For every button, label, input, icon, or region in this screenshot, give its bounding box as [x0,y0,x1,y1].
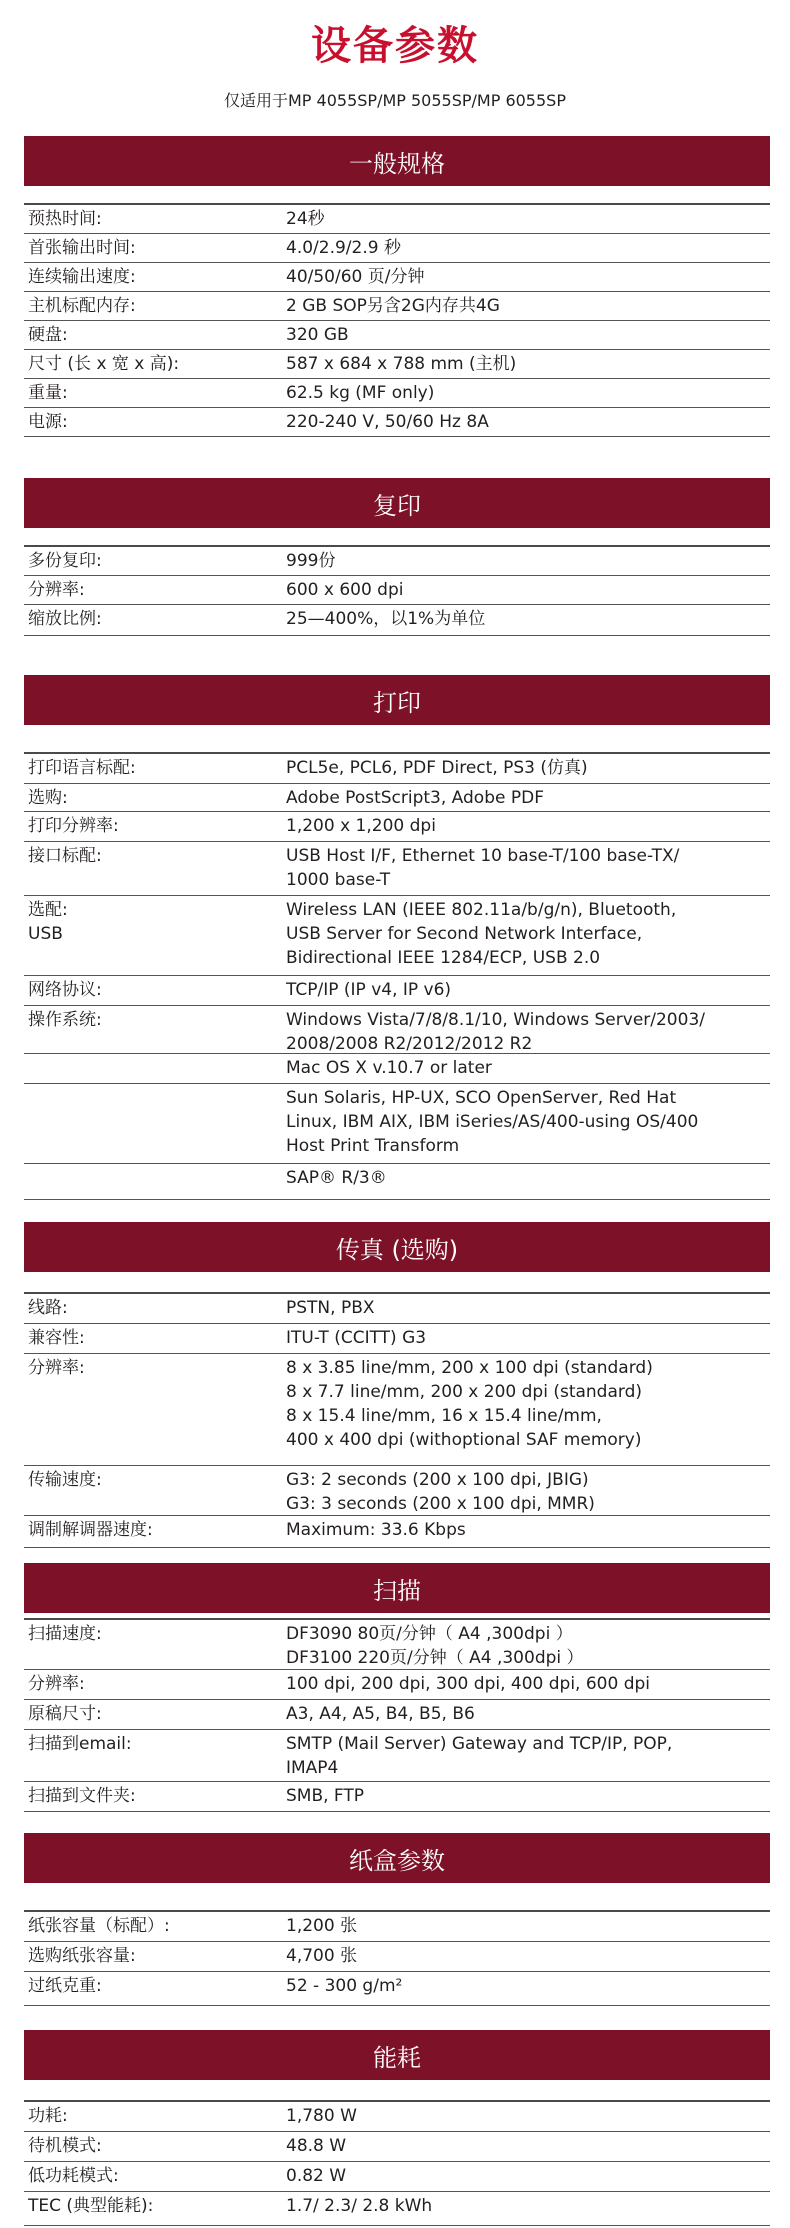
spec-row [24,1516,770,1548]
spec-value: 25—400%，以1%为单位 [286,609,486,629]
spec-value: 587 x 684 x 788 mm (主机) [286,354,517,374]
spec-value: Windows Vista/7/8/8.1/10, Windows Server/2003/ 2008/2008 R2/2012/2012 R2 [286,1010,705,1054]
spec-label: 分辨率: [28,1358,85,1378]
spec-label: 选购纸张容量: [28,1946,136,1966]
spec-row [24,2162,770,2192]
spec-row [24,1466,770,1516]
spec-label: 选配: USB [28,900,68,944]
spec-value: 40/50/60 页/分钟 [286,267,425,287]
spec-row [24,379,770,408]
spec-label: 连续输出速度: [28,267,136,287]
spec-label: 低功耗模式: [28,2166,119,2186]
spec-label: 扫描到文件夹: [28,1786,136,1806]
spec-value: 48.8 W [286,2136,347,2156]
spec-value: A3, A4, A5, B4, B5, B6 [286,1704,475,1724]
spec-row [24,350,770,379]
section-header: 传真 (选购) [24,1222,770,1272]
spec-label: 调制解调器速度: [28,1520,153,1540]
spec-row [24,976,770,1006]
spec-value: 220-240 V, 50/60 Hz 8A [286,412,489,432]
spec-label: 缩放比例: [28,609,102,629]
spec-row [24,321,770,350]
spec-row [24,1294,770,1324]
spec-label: 操作系统: [28,1010,102,1030]
spec-value: 999份 [286,551,336,571]
spec-label: 网络协议: [28,980,102,1000]
spec-row [24,292,770,321]
spec-row [24,842,770,896]
spec-row [24,1164,770,1200]
spec-row [24,2132,770,2162]
spec-row [24,576,770,605]
spec-row [24,1006,770,1054]
spec-value: 2 GB SOP另含2G内存共4G [286,296,500,316]
spec-row [24,1670,770,1700]
spec-label: 选购: [28,788,68,808]
spec-value: SAP® R/3® [286,1168,387,1188]
spec-value: 24秒 [286,209,325,229]
spec-row [24,547,770,576]
spec-value: TCP/IP (IP v4, IP v6) [286,980,452,1000]
spec-value: Wireless LAN (IEEE 802.11a/b/g/n), Bluetooth, USB Server for Second Network Interface, Bidirectional IEEE 1284/ECP, USB 2.0 [286,900,677,968]
spec-value: 100 dpi, 200 dpi, 300 dpi, 400 dpi, 600 dpi [286,1674,651,1694]
spec-row [24,1782,770,1812]
page-subtitle: 仅适用于MP 4055SP/MP 5055SP/MP 6055SP [224,91,566,110]
page-title: 设备参数 [311,23,479,69]
spec-value: Sun Solaris, HP-UX, SCO OpenServer, Red Hat Linux, IBM AIX, IBM iSeries/AS/400-using OS/400 Host Print Transform [286,1088,699,1156]
spec-label: 原稿尺寸: [28,1704,102,1724]
spec-value: PSTN, PBX [286,1298,375,1318]
spec-label: 扫描到email: [28,1734,132,1754]
spec-value: 62.5 kg (MF only) [286,383,435,403]
spec-label: 预热时间: [28,209,102,229]
section-header: 扫描 [24,1563,770,1613]
spec-value: 0.82 W [286,2166,347,2186]
spec-label: 首张输出时间: [28,238,136,258]
spec-row [24,263,770,292]
section-header: 复印 [24,478,770,528]
spec-value: 4,700 张 [286,1946,358,1966]
spec-row [24,234,770,263]
spec-value: 1.7/ 2.3/ 2.8 kWh [286,2196,433,2216]
spec-row [24,812,770,842]
spec-label: 电源: [28,412,68,432]
spec-label: 硬盘: [28,325,68,345]
section-header: 能耗 [24,2030,770,2080]
spec-value: USB Host I/F, Ethernet 10 base-T/100 base-TX/ 1000 base-T [286,846,680,890]
spec-value: Maximum: 33.6 Kbps [286,1520,466,1540]
spec-label: 多份复印: [28,551,102,571]
spec-value: DF3090 80页/分钟（ A4 ,300dpi ） DF3100 220页/分钟（ A4 ,300dpi ） [286,1624,584,1668]
spec-row [24,1942,770,1972]
spec-label: 传输速度: [28,1470,102,1490]
spec-label: 接口标配: [28,846,102,866]
spec-label: 打印语言标配: [28,758,136,778]
spec-row [24,1730,770,1782]
spec-value: SMTP (Mail Server) Gateway and TCP/IP, POP, IMAP4 [286,1734,673,1778]
spec-row [24,1084,770,1164]
spec-label: 分辨率: [28,1674,85,1694]
spec-row [24,1324,770,1354]
spec-value: ITU-T (CCITT) G3 [286,1328,427,1348]
spec-value: 1,200 x 1,200 dpi [286,816,436,836]
spec-label: TEC (典型能耗): [28,2196,154,2216]
spec-row [24,1354,770,1466]
spec-value: 8 x 3.85 line/mm, 200 x 100 dpi (standard) 8 x 7.7 line/mm, 200 x 200 dpi (standard) 8 x 15.4 line/mm, 16 x 15.4 line/mm, 400 x 400 dpi (withoptional SAF memory) [286,1358,653,1450]
spec-value: 4.0/2.9/2.9 秒 [286,238,401,258]
spec-row [24,205,770,234]
spec-label: 主机标配内存: [28,296,136,316]
spec-value: PCL5e, PCL6, PDF Direct, PS3 (仿真) [286,758,588,778]
spec-row [24,1054,770,1084]
spec-label: 纸张容量（标配）: [28,1916,170,1936]
spec-row [24,1912,770,1942]
spec-value: 1,780 W [286,2106,357,2126]
spec-label: 功耗: [28,2106,68,2126]
spec-label: 打印分辨率: [28,816,119,836]
spec-row [24,1700,770,1730]
spec-label: 待机模式: [28,2136,102,2156]
spec-row [24,605,770,636]
spec-row [24,754,770,784]
spec-value: 1,200 张 [286,1916,358,1936]
spec-value: G3: 2 seconds (200 x 100 dpi, JBIG) G3: 3 seconds (200 x 100 dpi, MMR) [286,1470,595,1514]
spec-label: 兼容性: [28,1328,85,1348]
section-header: 打印 [24,675,770,725]
spec-value: 320 GB [286,325,349,345]
spec-value: 52 - 300 g/m² [286,1976,403,1996]
spec-label: 分辨率: [28,580,85,600]
spec-row [24,896,770,976]
spec-value: SMB, FTP [286,1786,365,1806]
spec-value: 600 x 600 dpi [286,580,404,600]
spec-row [24,2102,770,2132]
spec-value: Mac OS X v.10.7 or later [286,1058,492,1078]
spec-label: 尺寸 (长 x 宽 x 高): [28,354,180,374]
spec-value: Adobe PostScript3, Adobe PDF [286,788,544,808]
spec-row [24,784,770,812]
spec-label: 扫描速度: [28,1624,102,1644]
spec-label: 过纸克重: [28,1976,102,1996]
spec-label: 线路: [28,1298,68,1318]
spec-row [24,408,770,437]
spec-row [24,2192,770,2226]
spec-label: 重量: [28,383,68,403]
spec-row [24,1620,770,1670]
section-header: 纸盒参数 [24,1833,770,1883]
spec-row [24,1972,770,2006]
section-header: 一般规格 [24,136,770,186]
